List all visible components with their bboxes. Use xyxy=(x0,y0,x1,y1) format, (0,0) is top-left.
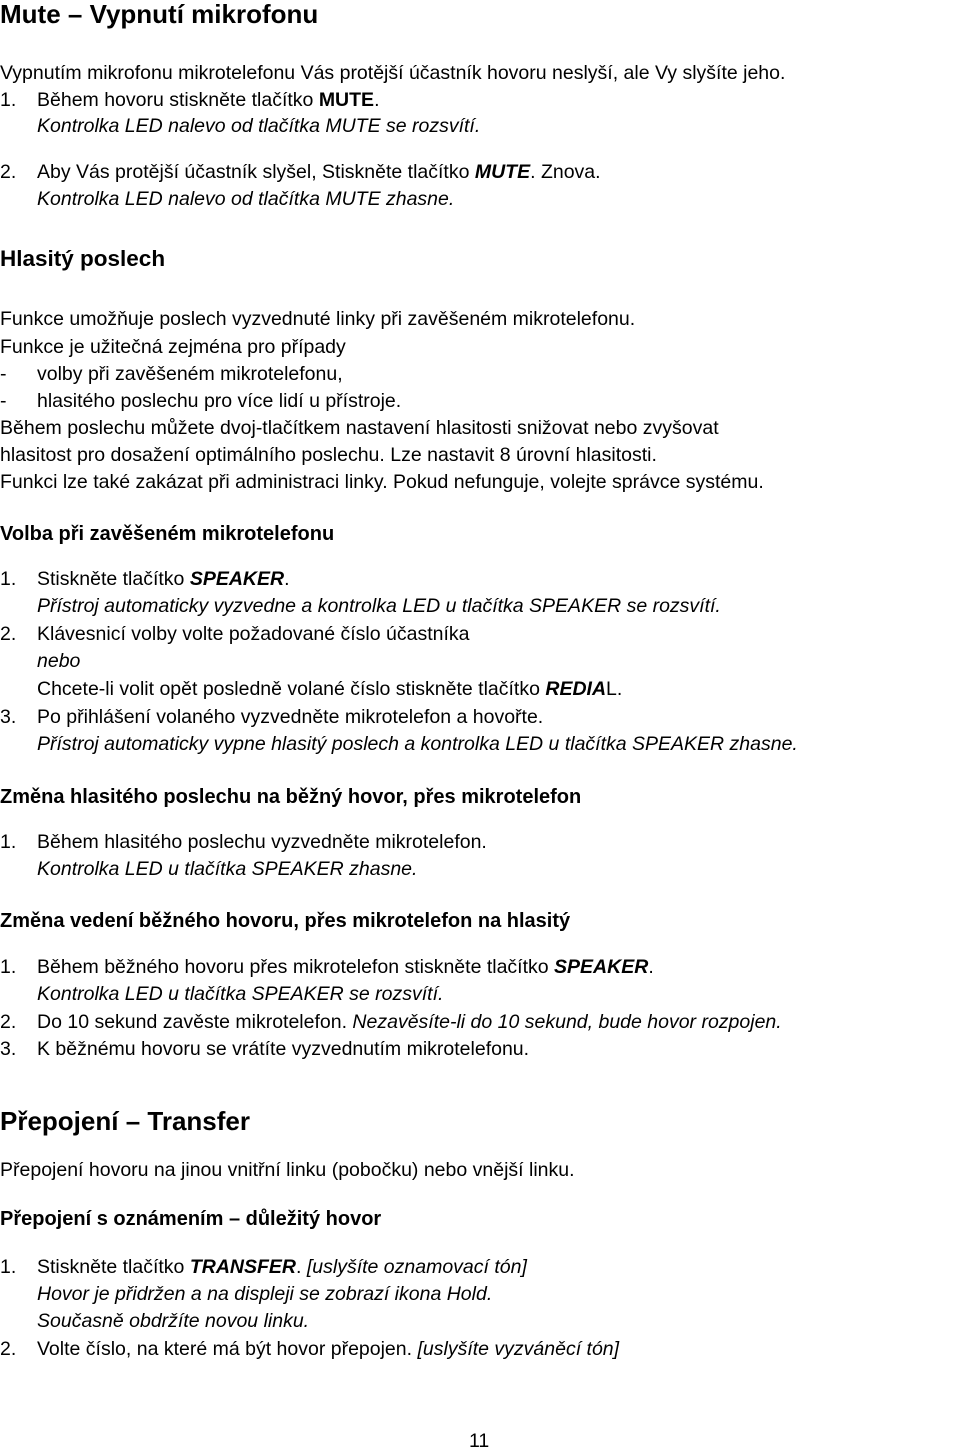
to-handset-step-1-note: Kontrolka LED u tlačítka SPEAKER zhasne. xyxy=(37,858,418,880)
subsection-title-announced-transfer: Přepojení s oznámením – důležitý hovor xyxy=(0,1208,382,1230)
section-title-transfer: Přepojení – Transfer xyxy=(0,1106,250,1136)
transfer-intro: Přepojení hovoru na jinou vnitřní linku (pobočku) nebo vnější linku. xyxy=(0,1159,575,1181)
section-title-onhook: Volba při zavěšeném mikrotelefonu xyxy=(0,523,335,545)
to-handset-step-1-number: 1. xyxy=(0,831,17,853)
mute-step-1: Během hovoru stiskněte tlačítko MUTE. xyxy=(37,89,380,111)
speaker-p1: Funkce umožňuje poslech vyzvednuté linky při zavěšeném mikrotelefonu. xyxy=(0,308,636,330)
onhook-step-3: Po přihlášení volaného vyzvedněte mikrotelefon a hovořte. xyxy=(37,706,544,728)
onhook-step-1-note: Přístroj automaticky vyzvedne a kontrolka LED u tlačítka SPEAKER se rozsvítí. xyxy=(37,595,721,617)
onhook-step-1-number: 1. xyxy=(0,568,17,590)
transfer-step-1-line-3: Současně obdržíte novou linku. xyxy=(37,1310,310,1332)
onhook-step-3-note: Přístroj automaticky vypne hlasitý poslech a kontrolka LED u tlačítka SPEAKER zhasne. xyxy=(37,733,798,755)
onhook-step-2-or: nebo xyxy=(37,650,81,672)
to-speaker-step-1-number: 1. xyxy=(0,956,17,978)
mute-step-1-number: 1. xyxy=(0,89,17,111)
transfer-key-label: TRANSFER xyxy=(189,1256,296,1278)
mute-key-label: MUTE xyxy=(318,89,375,111)
speaker-bullet-2: hlasitého poslechu pro více lidí u přístroje. xyxy=(37,390,402,412)
speaker-p3: Během poslechu můžete dvoj-tlačítkem nastavení hlasitosti snižovat nebo zvyšovat xyxy=(0,417,719,439)
to-speaker-step-1-note: Kontrolka LED u tlačítka SPEAKER se rozsvítí. xyxy=(37,983,444,1005)
mute-step-2-number: 2. xyxy=(0,161,17,183)
bullet-dash: - xyxy=(0,390,7,412)
to-speaker-step-3: K běžnému hovoru se vrátíte vyzvednutím mikrotelefonu. xyxy=(37,1038,530,1060)
transfer-step-2-tone: [uslyšíte vyzváněcí tón] xyxy=(417,1338,620,1360)
mute-intro: Vypnutím mikrofonu mikrotelefonu Vás protější účastník hovoru neslyší, ale Vy slyšíte jeho. xyxy=(0,62,786,84)
to-speaker-step-3-number: 3. xyxy=(0,1038,17,1060)
speaker-bullet-1: volby při zavěšeném mikrotelefonu, xyxy=(37,363,343,385)
page-number: 11 xyxy=(469,1430,490,1452)
to-handset-step-1: Během hlasitého poslechu vyzvedněte mikrotelefon. xyxy=(37,831,487,853)
section-title-speaker: Hlasitý poslech xyxy=(0,246,166,271)
transfer-step-2-number: 2. xyxy=(0,1338,17,1360)
transfer-step-1-line-2: Hovor je přidržen a na displeji se zobrazí ikona Hold. xyxy=(37,1283,493,1305)
onhook-step-1: Stiskněte tlačítko SPEAKER. xyxy=(37,568,290,590)
to-speaker-step-1: Během běžného hovoru přes mikrotelefon stiskněte tlačítko SPEAKER. xyxy=(37,956,654,978)
onhook-step-2: Klávesnicí volby volte požadované číslo účastníka xyxy=(37,623,470,645)
transfer-step-1: Stiskněte tlačítko TRANSFER. [uslyšíte oznamovací tón] xyxy=(37,1256,527,1278)
mute-step-1-note: Kontrolka LED nalevo od tlačítka MUTE se rozsvítí. xyxy=(37,115,481,137)
bullet-dash: - xyxy=(0,363,7,385)
to-speaker-step-2-number: 2. xyxy=(0,1011,17,1033)
section-title-to-speaker: Změna vedení běžného hovoru, přes mikrotelefon na hlasitý xyxy=(0,910,571,932)
onhook-step-3-number: 3. xyxy=(0,706,17,728)
section-title-mute: Mute – Vypnutí mikrofonu xyxy=(0,0,319,29)
speaker-p2: Funkce je užitečná zejména pro případy xyxy=(0,336,346,358)
transfer-step-2: Volte číslo, na které má být hovor přepojen. [uslyšíte vyzváněcí tón] xyxy=(37,1338,620,1360)
to-speaker-step-2-note: Nezavěsíte-li do 10 sekund, bude hovor rozpojen. xyxy=(352,1011,782,1033)
transfer-step-1-tone: [uslyšíte oznamovací tón] xyxy=(306,1256,527,1278)
redial-key-label: REDIA xyxy=(545,678,607,700)
onhook-step-2-redial: Chcete-li volit opět posledně volané číslo stiskněte tlačítko REDIAL. xyxy=(37,678,623,700)
transfer-step-1-number: 1. xyxy=(0,1256,17,1278)
mute-step-2: Aby Vás protější účastník slyšel, Stiskněte tlačítko MUTE. Znova. xyxy=(37,161,601,183)
section-title-to-handset: Změna hlasitého poslechu na běžný hovor, přes mikrotelefon xyxy=(0,786,582,808)
onhook-step-2-number: 2. xyxy=(0,623,17,645)
speaker-p5: Funkci lze také zakázat při administraci linky. Pokud nefunguje, volejte správce systému. xyxy=(0,471,764,493)
speaker-key-label: SPEAKER xyxy=(554,956,649,978)
to-speaker-step-2: Do 10 sekund zavěste mikrotelefon. Nezavěsíte-li do 10 sekund, bude hovor rozpojen. xyxy=(37,1011,782,1033)
speaker-key-label: SPEAKER xyxy=(189,568,285,590)
speaker-p4: hlasitost pro dosažení optimálního poslechu. Lze nastavit 8 úrovní hlasitosti. xyxy=(0,444,657,466)
mute-step-2-note: Kontrolka LED nalevo od tlačítka MUTE zhasne. xyxy=(37,188,455,210)
mute-key-label-2: MUTE xyxy=(474,161,531,183)
